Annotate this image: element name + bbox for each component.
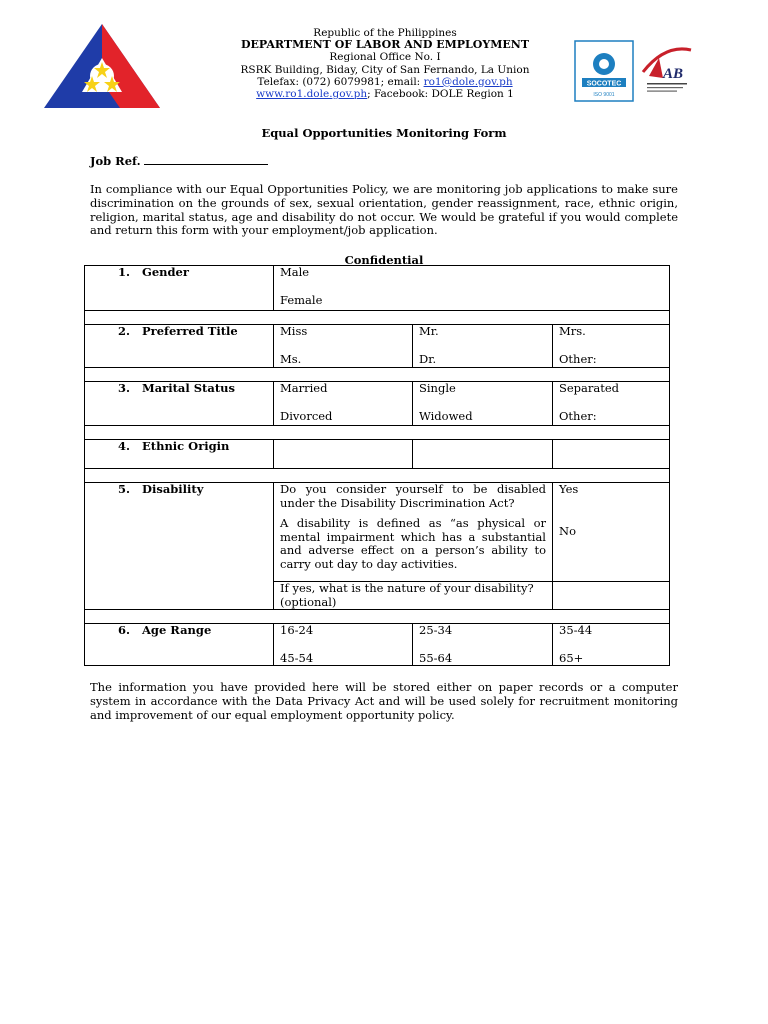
age-row bbox=[85, 624, 670, 666]
address-line: RSRK Building, Biday, City of San Fernando, La Union bbox=[240, 63, 530, 76]
telefax-text: Telefax: (072) 6079981; email: bbox=[257, 75, 424, 88]
monitoring-table bbox=[84, 265, 670, 666]
age-option-cell[interactable]: 16-24 45-54 bbox=[274, 624, 413, 666]
contact-line bbox=[200, 76, 570, 88]
age-option-cell[interactable]: 35-44 65+ bbox=[553, 624, 670, 666]
socotec-label: SOCOTEC bbox=[586, 80, 622, 88]
facebook-text: ; Facebook: DOLE Region 1 bbox=[367, 88, 514, 101]
disability-yes-option[interactable]: Yes bbox=[559, 482, 579, 496]
pab-label: AB bbox=[662, 66, 684, 82]
socotec-iso-logo bbox=[574, 40, 634, 102]
gender-option-male[interactable]: Male bbox=[280, 265, 310, 279]
job-ref-label: Job Ref. bbox=[90, 154, 141, 168]
gender-option-female[interactable]: Female bbox=[280, 292, 323, 307]
marital-row bbox=[85, 382, 670, 426]
email-link[interactable]: ro1@dole.gov.ph bbox=[423, 75, 513, 88]
letterhead bbox=[200, 27, 570, 100]
title-option-cell[interactable]: Miss Ms. bbox=[274, 325, 413, 368]
disability-nature-answer[interactable] bbox=[553, 582, 670, 610]
title-row bbox=[85, 325, 670, 368]
gender-row bbox=[85, 266, 670, 311]
disability-question: Do you consider yourself to be disabled under the Disability Discrimination Act? bbox=[280, 482, 546, 510]
disability-row bbox=[85, 483, 670, 582]
gender-label: 1. Gender bbox=[85, 266, 274, 311]
iso-label: ISO 9001 bbox=[593, 92, 615, 98]
job-ref-field bbox=[90, 154, 268, 168]
ethnic-cell[interactable] bbox=[274, 440, 413, 469]
spacer-row bbox=[85, 311, 670, 325]
dole-logo bbox=[42, 22, 162, 110]
web-line bbox=[200, 88, 570, 100]
gender-options[interactable] bbox=[274, 266, 670, 311]
disability-question-cell bbox=[274, 483, 553, 582]
privacy-paragraph: The information you have provided here will be stored either on paper records or a computer system in accordance with the Data Privacy Act and will be used solely for recruitment monitoring and improvement of our equal employment opportunity policy. bbox=[90, 680, 678, 722]
title-option-cell[interactable]: Mrs. Other: bbox=[553, 325, 670, 368]
department-name: DEPARTMENT OF LABOR AND EMPLOYMENT bbox=[241, 38, 529, 52]
confidential-heading: Confidential bbox=[344, 253, 424, 267]
ethnic-cell[interactable] bbox=[413, 440, 553, 469]
spacer-row bbox=[85, 426, 670, 440]
marital-option-cell[interactable]: Single Widowed bbox=[413, 382, 553, 426]
disability-nature-question: If yes, what is the nature of your disability? (optional) bbox=[274, 582, 553, 610]
spacer-row bbox=[85, 368, 670, 382]
ethnic-label: 4. Ethnic Origin bbox=[85, 440, 274, 469]
disability-answer-cell[interactable] bbox=[553, 483, 670, 582]
age-option-cell[interactable]: 25-34 55-64 bbox=[413, 624, 553, 666]
ethnic-row bbox=[85, 440, 670, 469]
republic-line: Republic of the Philippines bbox=[313, 27, 457, 39]
disability-definition: A disability is defined as “as physical or mental impairment which has a substantial and adverse effect on a person’s ability to carry out day to day activities. bbox=[280, 516, 546, 571]
disability-no-option[interactable]: No bbox=[559, 523, 576, 538]
spacer-row bbox=[85, 610, 670, 624]
marital-label: 3. Marital Status bbox=[85, 382, 274, 426]
pab-accreditation-logo bbox=[637, 42, 695, 98]
job-ref-blank-line[interactable] bbox=[144, 155, 268, 165]
marital-option-cell[interactable]: Separated Other: bbox=[553, 382, 670, 426]
title-option-cell[interactable]: Mr. Dr. bbox=[413, 325, 553, 368]
form-title: Equal Opportunities Monitoring Form bbox=[261, 126, 507, 140]
intro-paragraph: In compliance with our Equal Opportunities Policy, we are monitoring job applications to make sure discrimination on the grounds of sex, sexual orientation, gender reassignment, race, ethnic origin, religion, marital status, age and disability do not occur. We would be grateful if you would complete and return this form with your employment/job application. bbox=[90, 182, 678, 238]
regional-office: Regional Office No. I bbox=[329, 51, 441, 64]
title-label: 2. Preferred Title bbox=[85, 325, 274, 368]
spacer-row bbox=[85, 469, 670, 483]
ethnic-cell[interactable] bbox=[553, 440, 670, 469]
age-label: 6. Age Range bbox=[85, 624, 274, 666]
disability-label: 5. Disability bbox=[85, 483, 274, 610]
marital-option-cell[interactable]: Married Divorced bbox=[274, 382, 413, 426]
website-link[interactable]: www.ro1.dole.gov.ph bbox=[256, 88, 368, 101]
